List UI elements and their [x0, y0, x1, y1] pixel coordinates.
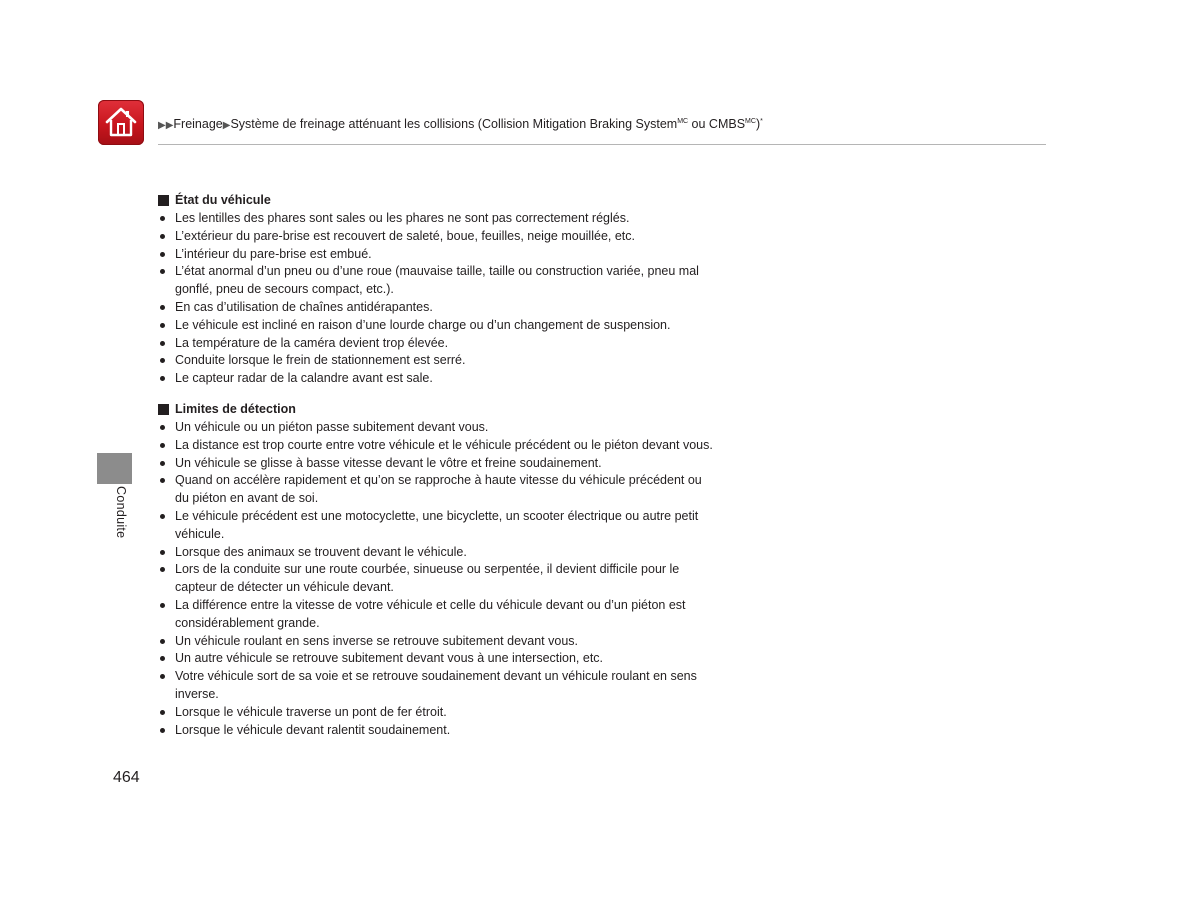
chapter-label: Conduite	[114, 486, 128, 539]
heading-square-icon	[158, 195, 169, 206]
bullet-icon	[160, 603, 165, 608]
breadcrumb-current: Système de freinage atténuant les collisions (Collision Mitigation Braking System$^{MC}$ ou $CMBS^{MC})^*$	[230, 117, 763, 131]
main-content	[158, 192, 718, 739]
breadcrumb-separator: ▶	[222, 120, 231, 131]
breadcrumb-link-freinage[interactable]: Freinage	[173, 117, 223, 131]
bullet-icon	[160, 323, 165, 328]
bullet-icon	[160, 376, 165, 381]
list-item: Un véhicule ou un piéton passe subitement devant vous.	[158, 419, 715, 437]
list-item: Lors de la conduite sur une route courbée, sinueuse ou serpentée, il devient difficile pour le capteur de détecter un véhicule devant.	[158, 561, 715, 597]
bullet-icon	[160, 443, 165, 448]
home-button[interactable]	[98, 100, 144, 145]
list-item: L’extérieur du pare-brise est recouvert de saleté, boue, feuilles, neige mouillée, etc.	[158, 228, 715, 246]
chapter-tab[interactable]	[97, 453, 132, 484]
list-item: Le véhicule précédent est une motocyclette, une bicyclette, un scooter électrique ou autre petit véhicule.	[158, 508, 715, 544]
list-item: Quand on accélère rapidement et qu’on se rapproche à haute vitesse du véhicule précédent ou du piéton en avant de soi.	[158, 472, 715, 508]
list-item: Conduite lorsque le frein de stationnement est serré.	[158, 352, 715, 370]
list-item: Un véhicule roulant en sens inverse se retrouve subitement devant vous.	[158, 633, 715, 651]
bullet-icon	[160, 358, 165, 363]
bullet-icon	[160, 656, 165, 661]
bullet-icon	[160, 674, 165, 679]
bullet-icon	[160, 252, 165, 257]
breadcrumb	[158, 116, 763, 134]
heading-square-icon	[158, 404, 169, 415]
bullet-icon	[160, 710, 165, 715]
list-item: La température de la caméra devient trop élevée.	[158, 335, 715, 353]
bullet-icon	[160, 269, 165, 274]
list-item: Les lentilles des phares sont sales ou les phares ne sont pas correctement réglés.	[158, 210, 715, 228]
header-divider	[158, 144, 1046, 145]
list-item: Lorsque le véhicule devant ralentit soudainement.	[158, 722, 715, 740]
bullet-icon	[160, 234, 165, 239]
bullet-icon	[160, 514, 165, 519]
list-item: Un autre véhicule se retrouve subitement devant vous à une intersection, etc.	[158, 650, 715, 668]
bullet-icon	[160, 478, 165, 483]
section-heading: Limites de détection	[158, 401, 718, 419]
list-item: L’état anormal d’un pneu ou d’une roue (mauvaise taille, taille ou construction variée, pneu mal gonflé, pneu de secours compact, etc.).	[158, 263, 715, 299]
bullet-list	[158, 419, 718, 739]
list-item: L’intérieur du pare-brise est embué.	[158, 246, 715, 264]
bullet-icon	[160, 550, 165, 555]
home-icon	[104, 105, 138, 139]
list-item: En cas d’utilisation de chaînes antidérapantes.	[158, 299, 715, 317]
section-heading: État du véhicule	[158, 192, 718, 210]
list-item: Un véhicule se glisse à basse vitesse devant le vôtre et freine soudainement.	[158, 455, 715, 473]
list-item: Lorsque des animaux se trouvent devant le véhicule.	[158, 544, 715, 562]
list-item: La distance est trop courte entre votre véhicule et le véhicule précédent ou le piéton devant vous.	[158, 437, 715, 455]
bullet-icon	[160, 305, 165, 310]
bullet-icon	[160, 567, 165, 572]
list-item: Le véhicule est incliné en raison d’une lourde charge ou d’un changement de suspension.	[158, 317, 715, 335]
list-item: Votre véhicule sort de sa voie et se retrouve soudainement devant un véhicule roulant en sens inverse.	[158, 668, 715, 704]
breadcrumb-arrow: ▶▶	[158, 120, 174, 131]
list-item: Lorsque le véhicule traverse un pont de fer étroit.	[158, 704, 715, 722]
section-limites-detection	[158, 401, 718, 739]
bullet-icon	[160, 461, 165, 466]
bullet-icon	[160, 639, 165, 644]
bullet-icon	[160, 216, 165, 221]
list-item: La différence entre la vitesse de votre véhicule et celle du véhicule devant ou d’un piéton est considérablement grande.	[158, 597, 715, 633]
bullet-icon	[160, 728, 165, 733]
page-number: 464	[113, 769, 140, 786]
bullet-icon	[160, 341, 165, 346]
bullet-list	[158, 210, 718, 388]
list-item: Le capteur radar de la calandre avant est sale.	[158, 370, 715, 388]
bullet-icon	[160, 425, 165, 430]
section-etat-vehicule	[158, 192, 718, 388]
